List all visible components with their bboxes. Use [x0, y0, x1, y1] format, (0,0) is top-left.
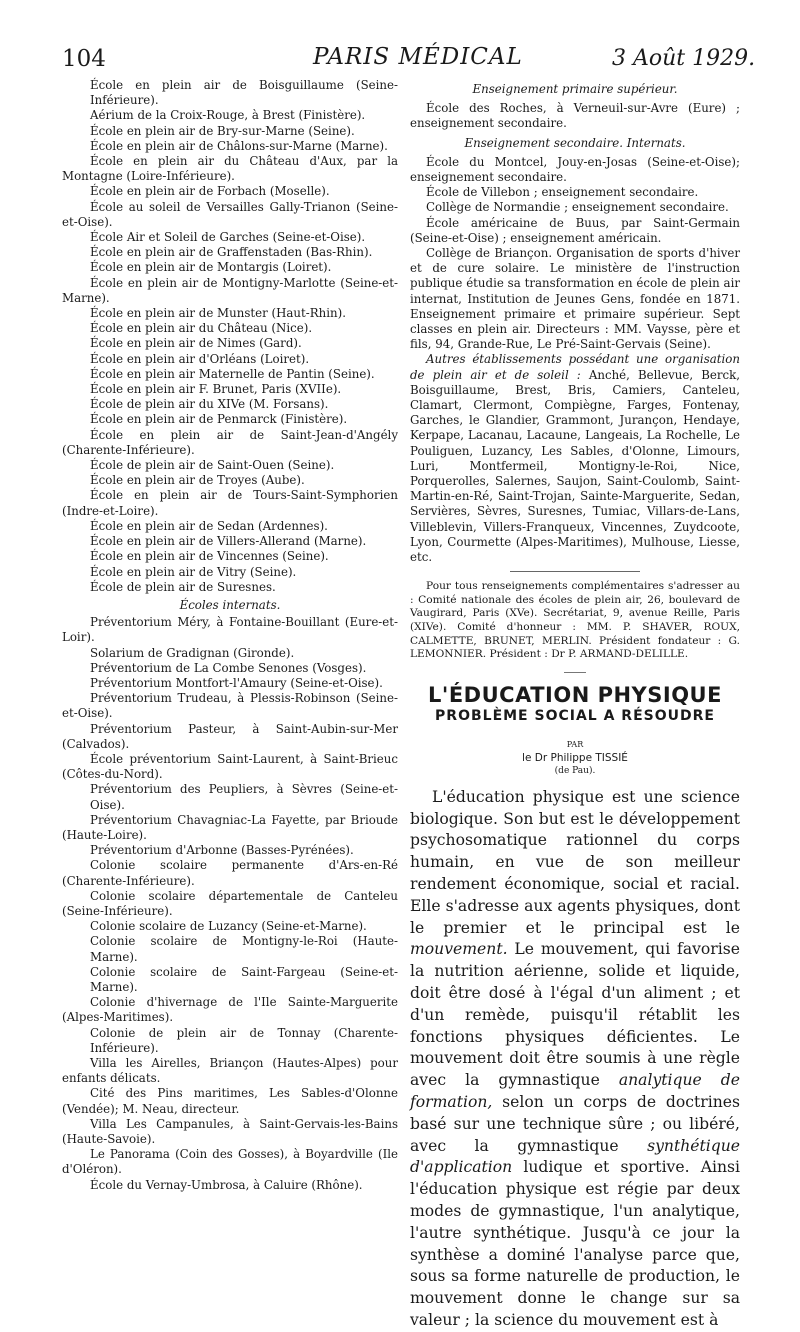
school-entry: Colonie scolaire de Montigny-le-Roi (Haute-Marne). [90, 934, 398, 964]
article-author: le Dr Philippe TISSIÉ [522, 751, 628, 764]
school-entry: École des Roches, à Verneuil-sur-Avre (Eure) ; enseignement secondaire. [410, 101, 740, 131]
school-entry: École de plein air du XIVe (M. Forsans). [90, 397, 329, 412]
body-text: ludique et sportive. Ainsi l'éducation physique est régie par deux modes de gymnastique, l'un analytique, l'autre synthétique. Jusqu'à ce jour la synthèse a dominé l'analyse parce que, sous sa forme naturelle de production, le mouvement donne le change sur sa valeur ; la science du mouvement est à [410, 1158, 740, 1329]
school-entry: École Air et Soleil de Garches (Seine-et-Oise). [90, 230, 366, 245]
school-entry: École en plein air de Penmarck (Finistère). [90, 412, 348, 427]
body-emphasis: analytique de formation, [410, 1071, 740, 1112]
other-establishments-list: Anché, Bellevue, Berck, Boisguillaume, Brest, Bris, Camiers, Canteleu, Clamart, Clermont, Compiègne, Farges, Fontenay, Garches, le Glandier, Grammont, Jurançon, Hendaye, Kerpape, Lacanau, Lacaune, Langeais, La Rochelle, Le Pouliguen, Luzancy, Les Sables, d'Olonne, Limours, Luri, Montfermeil, Montigny-le-Roi, Nice, Porquerolles, Salernes, Saujon, Saint-Coulomb, Saint-Martin-en-Ré, Saint-Trojan, Sainte-Marguerite, Sedan, Servières, Sèvres, Suresnes, Tumiac, Villars-de-Lans, Villeblevin, Villers-Franqueux, Vincennes, Zuydcoote, Lyon, Courmette (Alpes-Maritimes), Mulhouse, Liesse, etc. [410, 367, 741, 565]
school-entry: École en plein air de Nimes (Gard). [90, 336, 302, 351]
school-entry: École en plein air de Munster (Haut-Rhin). [90, 306, 346, 321]
school-entry: École préventorium Saint-Laurent, à Saint-Brieuc (Côtes-du-Nord). [62, 751, 398, 782]
right-column [410, 78, 740, 1332]
school-entry: Préventorium Trudeau, à Plessis-Robinson (Seine-et-Oise). [62, 691, 398, 721]
school-entry: Préventorium Chavagniac-La Fayette, par Brioude (Haute-Loire). [62, 812, 398, 842]
school-entry: Le Panorama (Coin des Gosses), à Boyardville (Ile d'Oléron). [62, 1147, 398, 1177]
school-entry: École en plein air de Montargis (Loiret). [90, 260, 332, 275]
school-entry: École en plein air de Villers-Allerand (Marne). [90, 534, 367, 549]
school-entry: École en plein air du Château (Nice). [90, 321, 313, 336]
body-emphasis: synthétique d'application [410, 1136, 740, 1177]
contact-note: Pour tous renseignements complémentaires s'adresser au : Comité nationale des écoles de plein air, 26, boulevard de Vaugirard, Paris (XVe). Secrétariat, 9, avenue Reille, Paris (XIVe). Comité d'honneur : MM. P. SHAVER, ROUX, CALMETTE, BRUNET, MERLIN. Président fondateur : G. LEMONNIER. Président : Dr P. ARMAND-DELILLE. [410, 580, 740, 661]
running-title: PARIS MÉDICAL [313, 44, 523, 70]
school-entry: École en plein air de Montigny-Marlotte (Seine-et-Marne). [62, 275, 398, 305]
page-header [0, 0, 800, 78]
school-entry: École du Vernay-Umbrosa, à Caluire (Rhône). [90, 1177, 363, 1192]
school-entry: École en plein air de Graffenstaden (Bas-Rhin). [90, 245, 373, 260]
school-entry: École de Villebon ; enseignement secondaire. [426, 185, 699, 200]
school-entry: École en plein air de Forbach (Moselle). [90, 184, 330, 199]
school-entry: École en plein air du Château d'Aux, par la Montagne (Loire-Inférieure). [62, 154, 398, 184]
body-text: Le mouvement, qui favorise la nutrition aérienne, solide et liquide, doit être dosé à l'égal d'un aliment ; et d'un remède, puisqu'il rétablit les fonctions physiques déficientes. Le mouvement doit être soumis à une règle avec la gymnastique [410, 940, 740, 1090]
school-entry: Préventorium de La Combe Senones (Vosges). [90, 660, 367, 675]
school-entry: École en plein air Maternelle de Pantin (Seine). [90, 366, 375, 381]
school-entry: Collège de Normandie ; enseignement secondaire. [426, 200, 729, 215]
article-divider [564, 672, 586, 673]
other-establishments [410, 352, 740, 565]
section-heading-internats: Écoles internats. [179, 597, 281, 612]
author-affiliation: (de Pau). [554, 765, 596, 776]
note-divider [510, 571, 640, 572]
body-emphasis: mouvement. [410, 940, 508, 959]
school-entry: École en plein air d'Orléans (Loiret). [90, 351, 310, 366]
school-entry: Préventorium des Peupliers, à Sèvres (Seine-et-Oise). [90, 782, 398, 812]
page-number: 104 [62, 46, 106, 72]
article-subtitle: PROBLÈME SOCIAL A RÉSOUDRE [435, 707, 715, 724]
school-entry: Aérium de la Croix-Rouge, à Brest (Finistère). [90, 108, 366, 123]
school-entry: École en plein air F. Brunet, Paris (XVIIe). [90, 382, 342, 397]
school-entry: Solarium de Gradignan (Gironde). [90, 645, 295, 660]
school-entry: Cité des Pins maritimes, Les Sables-d'Olonne (Vendée); M. Neau, directeur. [62, 1086, 398, 1116]
school-entry: Préventorium Méry, à Fontaine-Bouillant (Eure-et-Loir). [62, 615, 398, 645]
body-text: selon un corps de doctrines basé sur une technique sûre ; ou libéré, avec la gymnastique [410, 1093, 740, 1155]
school-entry: École en plein air de Vincennes (Seine). [90, 549, 329, 564]
article-body [410, 787, 740, 1332]
school-entry: Colonie scolaire permanente d'Ars-en-Ré (Charente-Inférieure). [62, 858, 398, 888]
body-text: L'éducation physique est une science biologique. Son but est le développement psychosomatique rationnel du corps humain, en vue de son meilleur rendement économique, social et racial. Elle s'adresse aux agents physiques, dont le premier et le principal est le [410, 787, 740, 937]
byline-par: PAR [566, 739, 584, 749]
school-entry: Villa les Airelles, Briançon (Hautes-Alpes) pour enfants délicats. [62, 1056, 398, 1086]
school-entry: École de plein air de Saint-Ouen (Seine). [90, 458, 335, 473]
school-entry: Villa Les Campanules, à Saint-Gervais-les-Bains (Haute-Savoie). [62, 1116, 398, 1147]
school-entry: École en plein air de Tours-Saint-Symphorien (Indre-et-Loire). [62, 488, 398, 518]
section-heading-secondary: Enseignement secondaire. Internats. [464, 135, 686, 150]
school-entry: École du Montcel, Jouy-en-Josas (Seine-et-Oise); enseignement secondaire. [410, 154, 740, 185]
school-entry: Préventorium d'Arbonne (Basses-Pyrénées). [90, 843, 354, 858]
school-entry: Colonie scolaire de Saint-Fargeau (Seine-et-Marne). [90, 964, 398, 994]
school-entry: Colonie scolaire départementale de Canteleu (Seine-Inférieure). [62, 888, 398, 918]
section-heading-primary: Enseignement primaire supérieur. [472, 82, 678, 96]
school-entry: École en plein air de Châlons-sur-Marne (Marne). [90, 138, 388, 153]
issue-date: 3 Août 1929. [612, 46, 756, 71]
school-entry: Préventorium Montfort-l'Amaury (Seine-et-Oise). [90, 675, 383, 690]
school-entry: Colonie d'hivernage de l'Ile Sainte-Marguerite (Alpes-Maritimes). [62, 995, 398, 1025]
other-establishments-lead: Autres établissements possédant une organisation de plein air et de soleil : [410, 352, 740, 382]
school-entry: École américaine de Buus, par Saint-Germain (Seine-et-Oise) ; enseignement américain. [410, 215, 740, 245]
school-entry: École en plein air de Troyes (Aube). [90, 473, 305, 488]
left-column [62, 78, 398, 1193]
school-entry: École de plein air de Suresnes. [90, 579, 276, 594]
article-title: L'ÉDUCATION PHYSIQUE [428, 682, 722, 707]
school-entry: Préventorium Pasteur, à Saint-Aubin-sur-Mer (Calvados). [62, 721, 398, 751]
school-entry: École au soleil de Versailles Gally-Trianon (Seine-et-Oise). [62, 199, 398, 229]
school-entry: Collège de Briançon. Organisation de sports d'hiver et de cure solaire. Le ministère de l'instruction publique étudie sa transformation en école de plein air internat, Institution de Jeunes Gens, fondée en 1871. Enseignement primaire et primaire supérieur. Sept classes en plein air. Directeurs : MM. Vaysse, père et fils, 94, Grande-Rue, Le Pré-Saint-Gervais (Seine). [410, 246, 740, 352]
school-entry: École en plein air de Boisguillaume (Seine-Inférieure). [90, 78, 398, 108]
school-entry: Colonie scolaire de Luzancy (Seine-et-Marne). [90, 919, 367, 934]
school-entry: Colonie de plein air de Tonnay (Charente-Inférieure). [90, 1025, 398, 1055]
school-entry: École en plein air de Bry-sur-Marne (Seine). [90, 123, 355, 138]
school-entry: École en plein air de Sedan (Ardennes). [90, 518, 328, 533]
school-entry: École en plein air de Vitry (Seine). [90, 564, 297, 579]
school-entry: École en plein air de Saint-Jean-d'Angély (Charente-Inférieure). [62, 427, 398, 457]
